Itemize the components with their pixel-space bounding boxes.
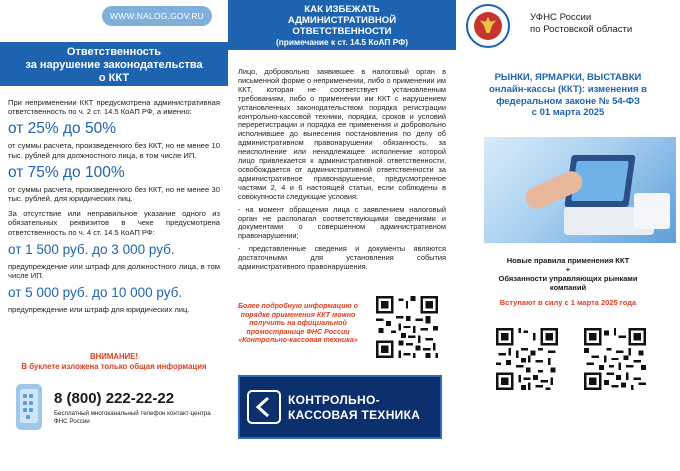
cover-title <box>456 72 680 119</box>
title-line: РЫНКИ, ЯРМАРКИ, ВЫСТАВКИ <box>494 72 642 83</box>
rules-line: Новые правила применения ККТ <box>506 256 630 265</box>
penalty-description: от суммы расчета, произведенного без ККТ, но не менее 10 тыс. рублей для должностного лица, в том числе ИП. <box>8 141 220 160</box>
penalties-text <box>8 98 220 314</box>
banner-line: о ККТ <box>98 72 130 84</box>
header-line: КАК ИЗБЕЖАТЬ <box>304 4 380 15</box>
kkt-banner-text <box>288 393 420 423</box>
banner-line: Ответственность <box>66 46 162 58</box>
warning-text: В буклете изложена только общая информация <box>21 362 207 371</box>
header-subtitle: (примечание к ст. 14.5 КоАП РФ) <box>276 37 408 47</box>
penalty-amount: от 5 000 руб. до 10 000 руб. <box>8 285 183 301</box>
effective-date: Вступают в силу с 1 марта 2025 года <box>499 298 637 307</box>
avoid-liability-panel <box>228 0 456 471</box>
org-line: УФНС России <box>530 12 592 23</box>
condition-item: - представленные сведения и документы являются достаточными для установления события административного правонарушения. <box>238 244 446 272</box>
responsibility-banner <box>0 42 228 86</box>
condition-item: - на момент обращения лица с заявлением налоговый орган не располагал соответствующими сведениями и документами о совершенном административном правонарушении; <box>238 204 446 241</box>
penalty-description: от суммы расчета, произведенного без ККТ, но не менее 30 тыс. рублей, для юридических лиц. <box>8 184 220 204</box>
banner-line: за нарушение законодательства <box>25 59 203 71</box>
penalty-amount: от 1 500 руб. до 3 000 руб. <box>8 241 175 257</box>
penalty-description: предупреждение или штраф для должностного лица, в том числе ИП. <box>8 261 220 281</box>
header-line: ОТВЕТСТВЕННОСТИ <box>292 26 392 37</box>
rules-line: + <box>565 265 571 274</box>
organization-name <box>530 12 632 36</box>
intro-text: При неприменении ККТ предусмотрена административная ответственность по ч. 2 ст. 14.5 КоАП РФ, а именно: <box>8 98 220 117</box>
avoid-liability-text <box>238 68 446 276</box>
cover-panel <box>456 0 680 471</box>
rules-line: Обязанности управляющих рынками <box>498 274 638 283</box>
more-info-text: Более подробную информацию о порядке применения ККТ можно получить на официальной промостранице ФНС России «Контрольно-кассовая техника» <box>238 302 358 344</box>
hotline-number[interactable]: 8 (800) 222-22-22 <box>54 390 175 407</box>
rules-line: компаний <box>549 283 587 292</box>
title-line: федеральном законе № 54-ФЗ <box>496 95 640 107</box>
website-link[interactable]: WWW.NALOG.GOV.RU <box>102 6 212 26</box>
fns-emblem-icon <box>466 4 510 48</box>
kkt-line: КАССОВАЯ ТЕХНИКА <box>288 408 421 422</box>
warning-notice <box>0 352 228 372</box>
penalty-amount: от 25% до 50% <box>8 120 117 138</box>
warning-title: ВНИМАНИЕ! <box>89 352 139 361</box>
qr-code[interactable] <box>496 328 558 390</box>
phone-icon <box>16 384 42 430</box>
header-line: АДМИНИСТРАТИВНОЙ <box>287 15 397 26</box>
pos-terminal-photo <box>484 137 676 243</box>
hotline-caption: Бесплатный многоканальный телефон контакт-центра ФНС России <box>54 410 211 425</box>
qr-code[interactable] <box>376 296 438 358</box>
title-line: онлайн-кассы (ККТ): изменения в <box>489 83 647 95</box>
penalty-amount: от 75% до 100% <box>8 163 125 181</box>
penalties-panel <box>0 0 228 471</box>
org-line: по Ростовской области <box>530 24 633 35</box>
avoid-liability-header <box>228 0 456 50</box>
intro-text: За отсутствие или неправильное указание одного из обязательных реквизитов в чеке предусмотрена ответственность по ч. 4 ст. 14.5 КоАП РФ: <box>8 209 220 237</box>
qr-code[interactable] <box>584 328 646 390</box>
arrow-left-icon <box>246 389 282 425</box>
title-line: с 01 марта 2025 <box>531 107 605 119</box>
kkt-promo-banner[interactable] <box>238 375 442 439</box>
penalty-description: предупреждение или штраф для юридических лиц. <box>8 305 190 315</box>
kkt-line: КОНТРОЛЬНО- <box>288 393 380 407</box>
main-paragraph: Лицо, добровольно заявившее в налоговый орган в письменной форме о неприменении, либо о применении им ККТ, которая не соответствует установленным требованиям, либо о применении им ККТ с нарушением установленных законодательством порядка регистрации контрольно-кассовой техники, порядка, сроков и условий перерегистрации и порядка ее применения и добровольно исполнившее до вынесения постановления по делу об административном правонарушении обязанность, за неисполнение или ненадлежащее исполнение которой лицо привлекается к административной ответственности, освобождается от административной ответственности за административное правонарушение, предусмотренное частями 2, 4 и 6 настоящей статьи, если соблюдены в совокупности следующие условия: <box>238 67 446 201</box>
rules-summary <box>456 256 680 292</box>
